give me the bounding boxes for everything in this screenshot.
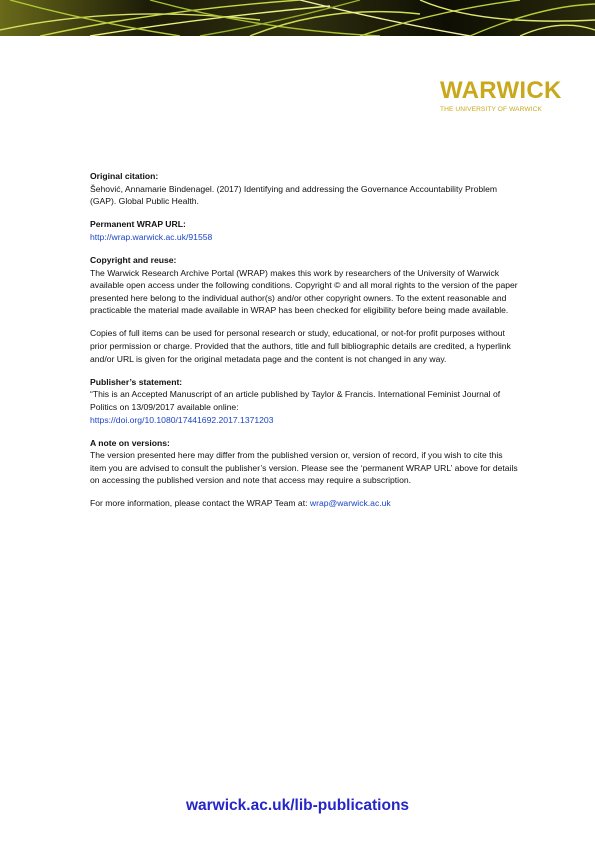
versions-text: The version presented here may differ from the published version or, version of record, if you wish to cite this item you are advised to consult the publisher’s version. Please see the ‘permanent WRAP URL’ above for details on accessing the published version and note that access may require a subscription. xyxy=(90,450,518,486)
copyright-paragraph-2: Copies of full items can be used for personal research or study, educational, or not-for profit purposes without prior permission or charge. Provided that the authors, title and full bibliographic details are credited, a hyperlink and/or URL is given for the original metadata page and the content is not changed in any way. xyxy=(90,328,511,364)
permanent-url-link[interactable]: http://wrap.warwick.ac.uk/91558 xyxy=(90,231,213,242)
original-citation-text: Šehović, Annamarie Bindenagel. (2017) Identifying and addressing the Governance Accountability Problem (GAP). Global Public Health. xyxy=(90,183,498,207)
copyright-section-continued xyxy=(90,327,520,365)
header-banner xyxy=(0,0,595,36)
versions-title: A note on versions: xyxy=(90,437,170,448)
publisher-section xyxy=(90,376,520,426)
copyright-title: Copyright and reuse: xyxy=(90,254,177,265)
footer-link[interactable]: warwick.ac.uk/lib-publications xyxy=(185,797,410,814)
original-citation-title: Original citation: xyxy=(90,171,159,181)
copyright-section xyxy=(90,254,520,317)
publisher-title: Publisher’s statement: xyxy=(90,376,183,387)
contact-section xyxy=(90,497,520,510)
logo-subtitle: THE UNIVERSITY OF WARWICK xyxy=(440,106,543,113)
contact-email-link[interactable]: wrap@warwick.ac.uk xyxy=(309,498,391,509)
versions-section xyxy=(90,437,520,487)
permanent-url-section xyxy=(90,218,520,243)
cover-content xyxy=(90,170,520,521)
permanent-url-title: Permanent WRAP URL: xyxy=(90,219,186,230)
original-citation-section xyxy=(90,170,520,208)
logo-wordmark: WARWICK xyxy=(440,77,562,104)
warwick-logo xyxy=(440,79,560,113)
publisher-doi-link[interactable]: https://doi.org/10.1080/17441692.2017.1371203 xyxy=(90,414,274,425)
contact-text: For more information, please contact the WRAP Team at: xyxy=(90,498,310,509)
copyright-paragraph-1: The Warwick Research Archive Portal (WRAP) makes this work by researchers of the University of Warwick available open access under the following conditions. Copyright © and all moral rights to the version of the paper presented here belong to the individual author(s) and/or other copyright owners. To the extent reasonable and practicable the material made available in WRAP has been checked for eligibility before being made available. xyxy=(90,267,518,316)
publisher-text: “This is an Accepted Manuscript of an article published by Taylor & Francis. International Feminist Journal of Politics on 13/09/2017 available online: xyxy=(90,389,501,412)
